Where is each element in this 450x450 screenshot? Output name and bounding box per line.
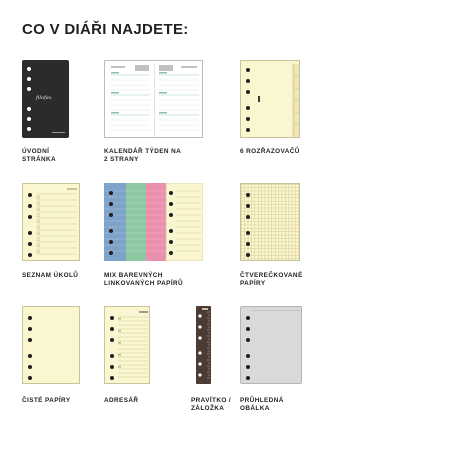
caption-line-1: KALENDÁŘ TÝDEN NA [104, 148, 182, 155]
caption-line-2: LINKOVANÝCH PAPÍRŮ [104, 280, 184, 287]
address-book-image [104, 306, 150, 384]
colored-papers-drawing [104, 183, 203, 261]
envelope-image [240, 306, 302, 384]
ruler-image [196, 306, 211, 384]
caption-line-2: STRÁNKA [22, 156, 57, 163]
ring-holes [28, 307, 32, 383]
caption-line-2: OBÁLKA [240, 405, 270, 412]
caption-line-1: PRŮHLEDNÁ [240, 397, 284, 404]
caption-line-2: PAPÍRY [240, 280, 266, 287]
divider-tabs [241, 61, 300, 138]
plain-paper-image [22, 306, 80, 384]
caption-line-1: ČTVEREČKOVANÉ [240, 272, 303, 279]
page-title: CO V DIÁŘI NAJDETE: [22, 21, 189, 38]
caption-line-1: SEZNAM ÚKOLŮ [22, 272, 79, 279]
envelope-opening [253, 310, 300, 311]
caption-line-1: ADRESÁŘ [104, 397, 139, 404]
calendar-spread-image [104, 60, 203, 138]
squared-paper-image [240, 183, 300, 261]
caption-line-1: 6 ROZŘAZOVAČŮ [240, 148, 300, 155]
ring-holes [246, 184, 250, 260]
calendar-spread-drawing [105, 61, 203, 138]
address-lines [105, 307, 150, 384]
todo-lines [23, 184, 80, 261]
caption-line-2: 2 STRANY [104, 156, 139, 163]
caption-line-2: ZÁLOŽKA [191, 405, 225, 412]
caption-line-1: PRAVÍTKO / [191, 397, 232, 404]
colored-papers-image [104, 183, 203, 261]
dividers-image [240, 60, 300, 138]
cover-logo: filofax [36, 95, 52, 101]
caption-line-1: ČISTÉ PAPÍRY [22, 397, 71, 404]
caption-line-1: MIX BAREVNÝCH [104, 272, 163, 279]
todo-list-image [22, 183, 80, 261]
cover-page-image [22, 60, 69, 138]
ruler-marks [196, 306, 211, 384]
caption-line-1: ÚVODNÍ [22, 148, 50, 155]
ring-holes [27, 60, 31, 138]
ring-holes [246, 307, 250, 383]
cover-bottom-line [52, 132, 65, 133]
